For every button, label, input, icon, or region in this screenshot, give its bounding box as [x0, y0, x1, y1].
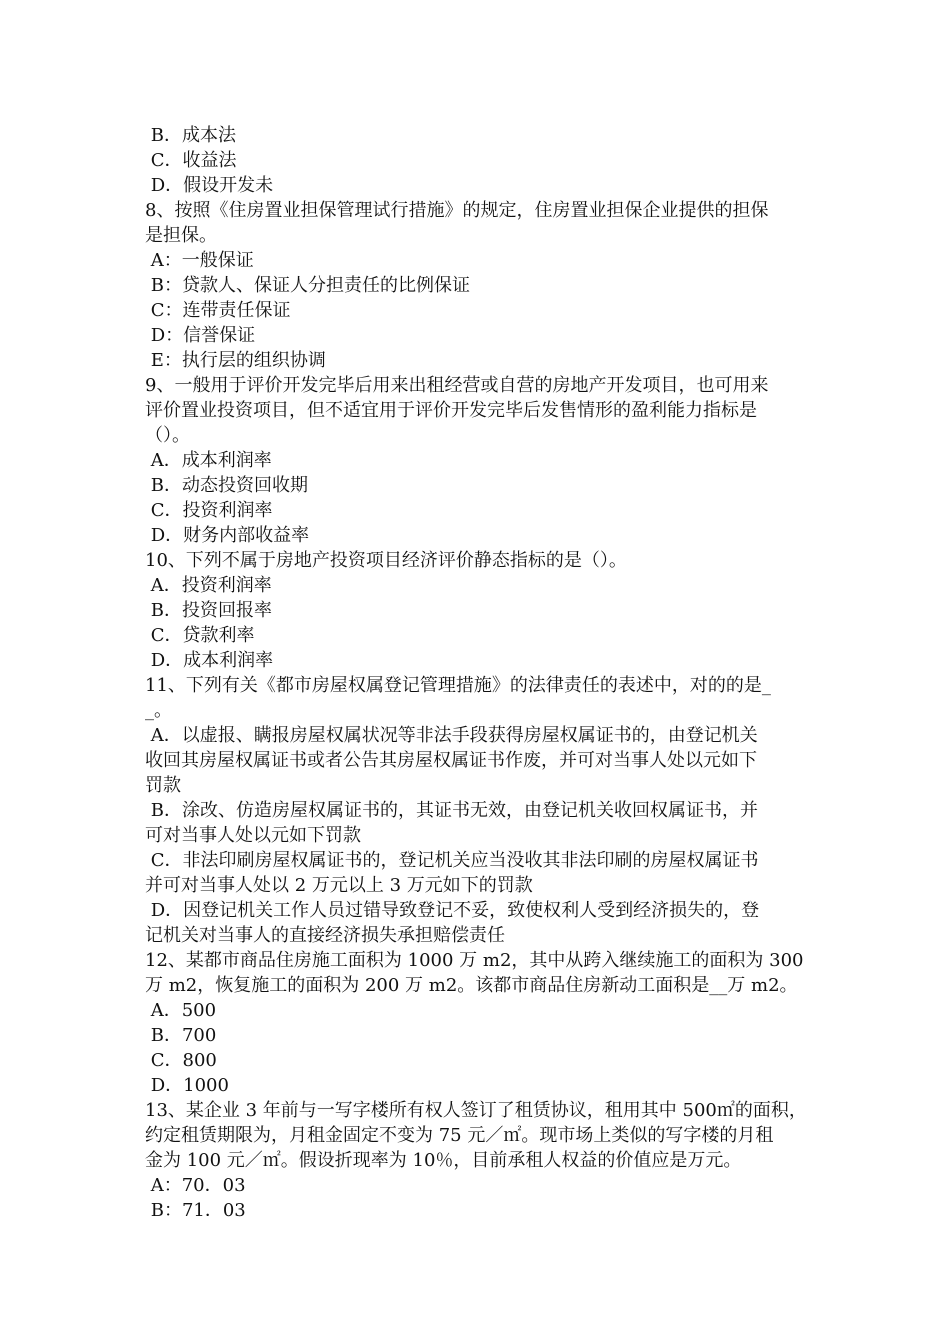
text-line: 8、按照《住房置业担保管理试行措施》的规定，住房置业担保企业提供的担保 [145, 200, 769, 221]
text-line: C．800 [145, 1050, 217, 1071]
text-line: A．投资利润率 [145, 575, 272, 596]
text-line: E：执行层的组织协调 [145, 350, 326, 371]
text-line: D．假设开发未 [145, 175, 274, 196]
text-line: 万 m2，恢复施工的面积为 200 万 m2。该都市商品住房新动工面积是__万 m2。 [145, 975, 798, 996]
text-line: D．因登记机关工作人员过错导致登记不妥，致使权利人受到经济损失的，登 [145, 900, 760, 921]
text-line: 罚款 [145, 775, 181, 796]
text-line: A．成本利润率 [145, 450, 272, 471]
text-line: B．动态投资回收期 [145, 475, 308, 496]
text-line: 收回其房屋权属证书或者公告其房屋权属证书作废，并可对当事人处以元如下 [145, 750, 757, 771]
document-page [145, 123, 817, 1223]
text-line: 可对当事人处以元如下罚款 [145, 825, 361, 846]
text-line: C．贷款利率 [145, 625, 255, 646]
text-line: 记机关对当事人的直接经济损失承担赔偿责任 [145, 925, 505, 946]
text-line: 金为 100 元／㎡。假设折现率为 10％，目前承租人权益的价值应是万元。 [145, 1150, 742, 1171]
text-line: D．成本利润率 [145, 650, 274, 671]
text-line: A．500 [145, 1000, 217, 1021]
text-line: B．700 [145, 1025, 217, 1046]
text-line: B：贷款人、保证人分担责任的比例保证 [145, 275, 470, 296]
text-line: B．投资回报率 [145, 600, 272, 621]
text-line: C．非法印刷房屋权属证书的，登记机关应当没收其非法印刷的房屋权属证书 [145, 850, 759, 871]
text-line: 评价置业投资项目，但不适宜用于评价开发完毕后发售情形的盈利能力指标是 [145, 400, 757, 421]
text-line: 13、某企业 3 年前与一写字楼所有权人签订了租赁协议，租用其中 500㎡的面积， [145, 1100, 807, 1121]
text-line: B：71．03 [145, 1200, 246, 1221]
text-line: B．成本法 [145, 125, 236, 146]
text-line: C．收益法 [145, 150, 237, 171]
text-line: C：连带责任保证 [145, 300, 291, 321]
text-line: C．投资利润率 [145, 500, 273, 521]
text-line: 10、下列不属于房地产投资项目经济评价静态指标的是（）。 [145, 550, 627, 571]
text-line: A：一般保证 [145, 250, 254, 271]
text-line: 12、某都市商品住房施工面积为 1000 万 m2，其中从跨入继续施工的面积为 300 [145, 950, 804, 971]
text-line: 并可对当事人处以 2 万元以上 3 万元如下的罚款 [145, 875, 533, 896]
text-line: 是担保。 [145, 225, 217, 246]
text-line: D：信誉保证 [145, 325, 256, 346]
text-line: 11、下列有关《都市房屋权属登记管理措施》的法律责任的表述中，对的的是_ [145, 675, 771, 696]
text-line: A：70．03 [145, 1175, 246, 1196]
text-line: D．财务内部收益率 [145, 525, 310, 546]
text-line: 9、一般用于评价开发完毕后用来出租经营或自营的房地产开发项目，也可用来 [145, 375, 769, 396]
text-line: B．涂改、仿造房屋权属证书的，其证书无效，由登记机关收回权属证书，并 [145, 800, 758, 821]
text-line: A．以虚报、瞒报房屋权属状况等非法手段获得房屋权属证书的，由登记机关 [145, 725, 758, 746]
text-line: （）。 [145, 425, 190, 446]
text-line: _。 [145, 700, 172, 721]
text-line: 约定租赁期限为，月租金固定不变为 75 元／㎡。现市场上类似的写字楼的月租 [145, 1125, 774, 1146]
text-line: D．1000 [145, 1075, 229, 1096]
